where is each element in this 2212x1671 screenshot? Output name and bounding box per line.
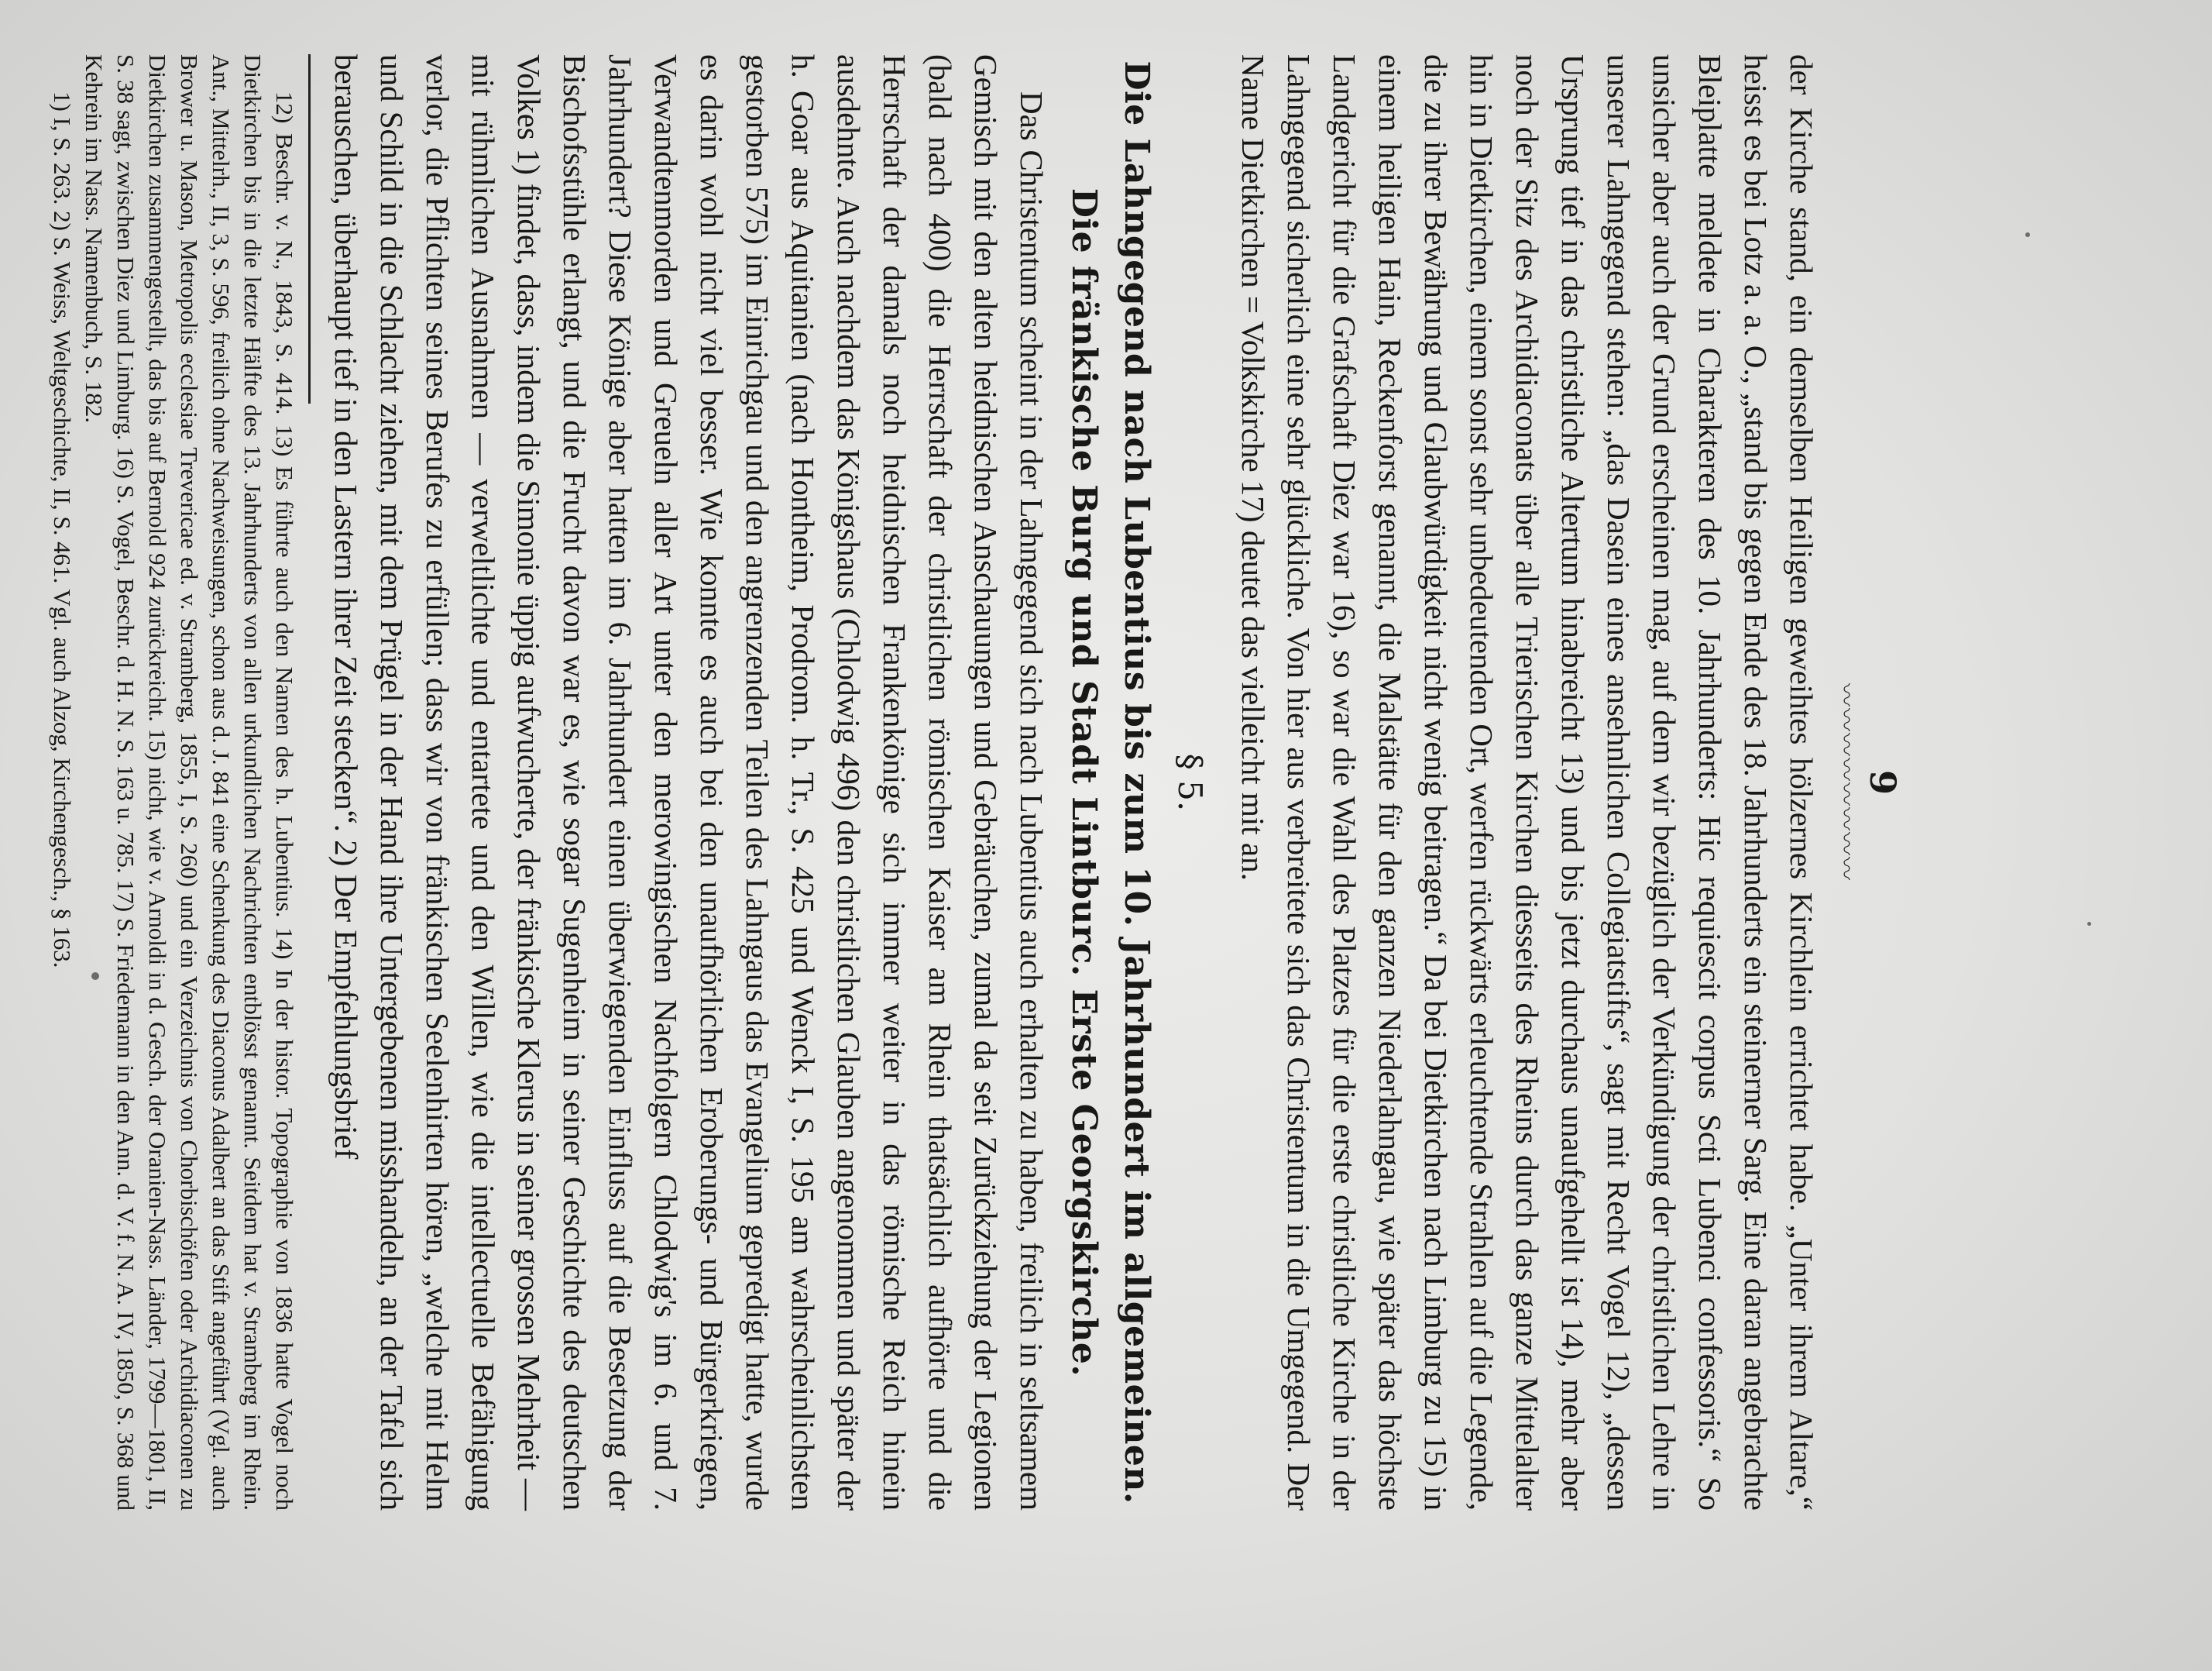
dust-speck [2025, 232, 2030, 237]
rotated-page-content [49, 54, 1905, 1511]
footnote-block-2: 1) I, S. 263. 2) S. Weiss, Weltgeschichte, II, S. 461. Vgl. auch Alzog, Kirchengesch., § 163. [49, 91, 76, 968]
footnote-divider [308, 54, 311, 404]
intro-paragraph: der Kirche stand, ein demselben Heiligen geweihtes hölzernes Kirchlein errichtet habe. „Unter ihrem Altare,“ heisst es bei Lotz a. a. O., „stand bis gegen Ende des 18. Jahrhunderts ein steinerner Sarg. Eine daran angebrachte Bleiplatte meldete in Charakteren des 10. Jahrhunderts: Hic requiescit corpus Scti Lubenci confessoris.“ So unsicher aber auch der Grund erscheinen mag, auf dem wir bezüglich der Verkündigung der christlichen Lehre in unserer Lahngegend stehen: „das Dasein eines ansehnlichen Collegiatstifts“, sagt mit Recht Vogel 12), „dessen Ursprung tief in das christliche Altertum hinabreicht 13) und bis jetzt durchaus unaufgehellt ist 14), mehr aber noch der Sitz des Archidiaconats über alle Trierischen Kirchen diesseits des Rheins durch das ganze Mittelalter hin in Dietkirchen, einem sonst sehr unbedeutenden Ort, werfen rückwärts erleuchtende Strahlen auf die Legende, die zu ihrer Bewährung und Glaubwürdigkeit nicht wenig beitragen.“ Da bei Dietkirchen nach Limburg zu 15) in einem heiligen Hain, Reckenforst genannt, die Malstätte für den ganzen Niederlahngau, wie später das höchste Landgericht für die Grafschaft Diez war 16), so war die Wahl des Platzes für die erste christliche Kirche in der Lahngegend sicherlich eine sehr glückliche. Von hier aus verbreitete sich das Christentum in die Umgegend. Der Name Dietkirchen = Volkskirche 17) deutet das vielleicht mit an. [1235, 54, 1819, 1511]
section-mark: § 5. [1171, 753, 1209, 812]
page-number: 9 [1862, 769, 1904, 795]
main-paragraph: Das Christentum scheint in der Lahngegend sich nach Lubentius auch erhalten zu haben, freilich in seltsamem Gemisch mit den alten heidnischen Anschauungen und Gebräuchen, zumal da seit Zurückziehung der Legionen (bald nach 400) die Herrschaft der christlichen römischen Kaiser am Rhein thatsächlich aufhörte und die Herrschaft der damals noch heidnischen Frankenkönige sich immer weiter in das römische Reich hinein ausdehnte. Auch nachdem das Königshaus (Chlodwig 496) den christlichen Glauben angenommen und später der h. Goar aus Aquitanien (nach Hontheim, Prodrom. h. Tr., S. 425 und Wenck I, S. 195 am wahrscheinlichsten gestorben 575) im Einrichgau und den angrenzenden Teilen des Lahngaus das Evangelium gepredigt hatte, wurde es darin wohl nicht viel besser. Wie konnte es auch bei den unaufhörlichen Eroberungs- und Bürgerkriegen, Verwandtenmorden und Greueln aller Art unter den merowingischen Nachfolgern Chlodwig's im 6. und 7. Jahrhundert? Diese Könige aber hatten im 6. Jahrhundert einen überwiegenden Einfluss auf die Besetzung der Bischofsstühle erlangt, und die Frucht davon war es, wie sogar Sugenheim in seiner Geschichte des deutschen Volkes 1) findet, dass, indem die Simonie üppig aufwucherte, der fränkische Klerus in seiner grossen Mehrheit — mit rühmlichen Ausnahmen — verweltlichte und entartete und den Willen, wie die intellectuelle Befähigung verlor, die Pflichten seines Berufes zu erfüllen; dass wir von fränkischen Seelenhirten hören, „welche mit Helm und Schild in die Schlacht ziehen, mit dem Prügel in der Hand ihre Untergebenen misshandeln, an der Tafel sich berauschen, überhaupt tief in den Lastern ihrer Zeit stecken“. 2) Der Empfehlungsbrief [328, 54, 1049, 1511]
section-subtitle: Die fränkische Burg und Stadt Lintburc. Erste Georgskirche. [1064, 187, 1104, 1377]
footnote-block-1: 12) Beschr. v. N., 1843, S. 414. 13) Es führte auch den Namen des h. Lubentius. 14) In der histor. Topographie von 1836 hatte Vogel noch Dietkirchen bis in die letzte Hälfte des 13. Jahrhunderts von allen urkundlichen Nachrichten entblösst genannt. Seitdem hat v. Stramberg im Rhein. Ant., Mittelrh., II, 3, S. 596, freilich ohne Nachweisungen, schon aus d. J. 841 eine Schenkung des Diaconus Adalbert an das Stift angeführt (Vgl. auch Brower u. Mason, Metropolis ecclesiae Trevericae ed. v. Stramberg, 1855, I, S. 260) und ein Verzeichnis von Chorbischöfen oder Archidiaconen zu Dietkirchen zusammengestellt, das bis auf Bernold 924 zurückreicht. 15) nicht, wie v. Arnoldi in d. Gesch. der Oranien-Nass. Länder, 1799—1801, II, S. 38 sagt, zwischen Diez und Limburg. 16) S. Vogel, Beschr. d. H. N. S. 163 u. 785. 17) S. Friedemann in den Ann. d. V. f. N. A. IV, 1850, S. 368 und Kehrein im Nass. Namenbuch, S. 182. [81, 54, 298, 1511]
section-title: Die Lahngegend nach Lubentius bis zum 10. Jahrhundert im allgemeinen. [1117, 60, 1156, 1504]
header-ornament: 〰〰〰〰〰〰〰〰 [1832, 683, 1859, 882]
dust-speck [2087, 922, 2091, 926]
footnotes [46, 54, 301, 1511]
